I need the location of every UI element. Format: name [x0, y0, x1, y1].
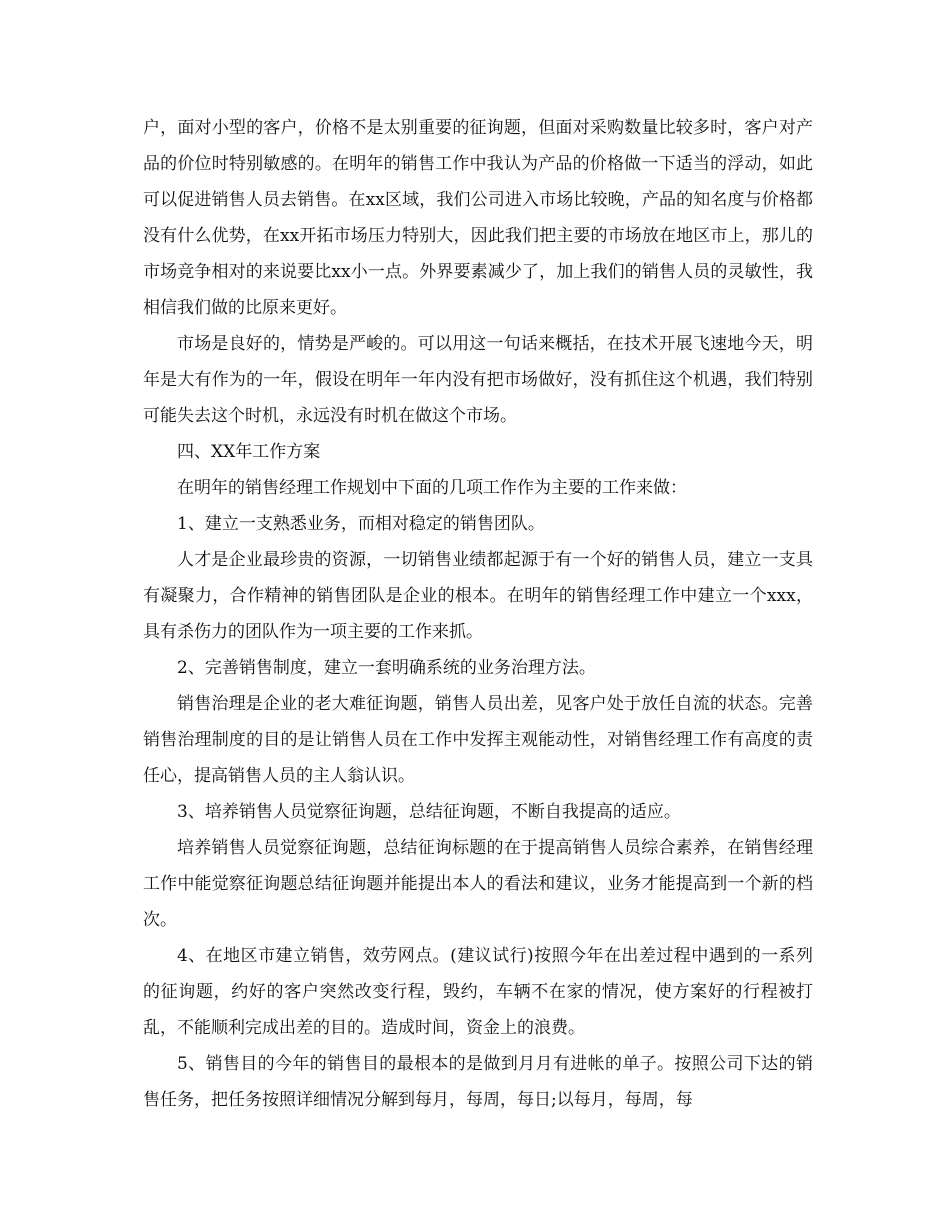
item-body-3: 培养销售人员觉察征询题，总结征询标题的在于提高销售人员综合素养，在销售经理工作中能觉察征询题总结征询题并能提出本人的看法和建议，业务才能提高到一个新的档次。: [143, 838, 813, 930]
paragraph-plan-intro: 在明年的销售经理工作规划中下面的几项工作作为主要的工作来做：: [177, 478, 687, 498]
item-heading-3: 3、培养销售人员觉察征询题，总结征询题，不断自我提高的适应。: [177, 802, 681, 822]
item-body-2: 销售治理是企业的老大难征询题，销售人员出差，见客户处于放任自流的状态。完善销售治理制度的目的是让销售人员在工作中发挥主观能动性，对销售经理工作有高度的责任心，提高销售人员的主人翁认识。: [143, 694, 813, 786]
item-body-1: 人才是企业最珍贵的资源，一切销售业绩都起源于有一个好的销售人员，建立一支具有凝聚力，合作精神的销售团队是企业的根本。在明年的销售经理工作中建立一个xxx，具有杀伤力的团队作为一项主要的工作来抓。: [143, 550, 813, 642]
section-heading-work-plan: 四、XX年工作方案: [177, 442, 321, 462]
document-body: [143, 110, 813, 1118]
item-5: 5、销售目的今年的销售目的最根本的是做到月月有进帐的单子。按照公司下达的销售任务，把任务按照详细情况分解到每月，每周，每日;以每月，每周，每: [143, 1054, 813, 1110]
paragraph-market-outlook: 市场是良好的，情势是严峻的。可以用这一句话来概括，在技术开展飞速地今天，明年是大有作为的一年，假设在明年一年内没有把市场做好，没有抓住这个机遇，我们特别可能失去这个时机，永远没有时机在做这个市场。: [143, 334, 813, 426]
item-heading-1: 1、建立一支熟悉业务，而相对稳定的销售团队。: [177, 514, 545, 534]
paragraph-market-analysis: 户，面对小型的客户，价格不是太别重要的征询题，但面对采购数量比较多时，客户对产品的价位时特别敏感的。在明年的销售工作中我认为产品的价格做一下适当的浮动，如此可以促进销售人员去销售。在xx区域，我们公司进入市场比较晚，产品的知名度与价格都没有什么优势，在xx开拓市场压力特别大，因此我们把主要的市场放在地区市上，那儿的市场竞争相对的来说要比xx小一点。外界要素减少了，加上我们的销售人员的灵敏性，我相信我们做的比原来更好。: [143, 118, 813, 318]
item-heading-2: 2、完善销售制度，建立一套明确系统的业务治理方法。: [177, 658, 596, 678]
item-4: 4、在地区市建立销售，效劳网点。(建议试行)按照今年在出差过程中遇到的一系列的征询题，约好的客户突然改变行程，毁约，车辆不在家的情况，使方案好的行程被打乱，不能顺利完成出差的目的。造成时间，资金上的浪费。: [143, 946, 813, 1038]
